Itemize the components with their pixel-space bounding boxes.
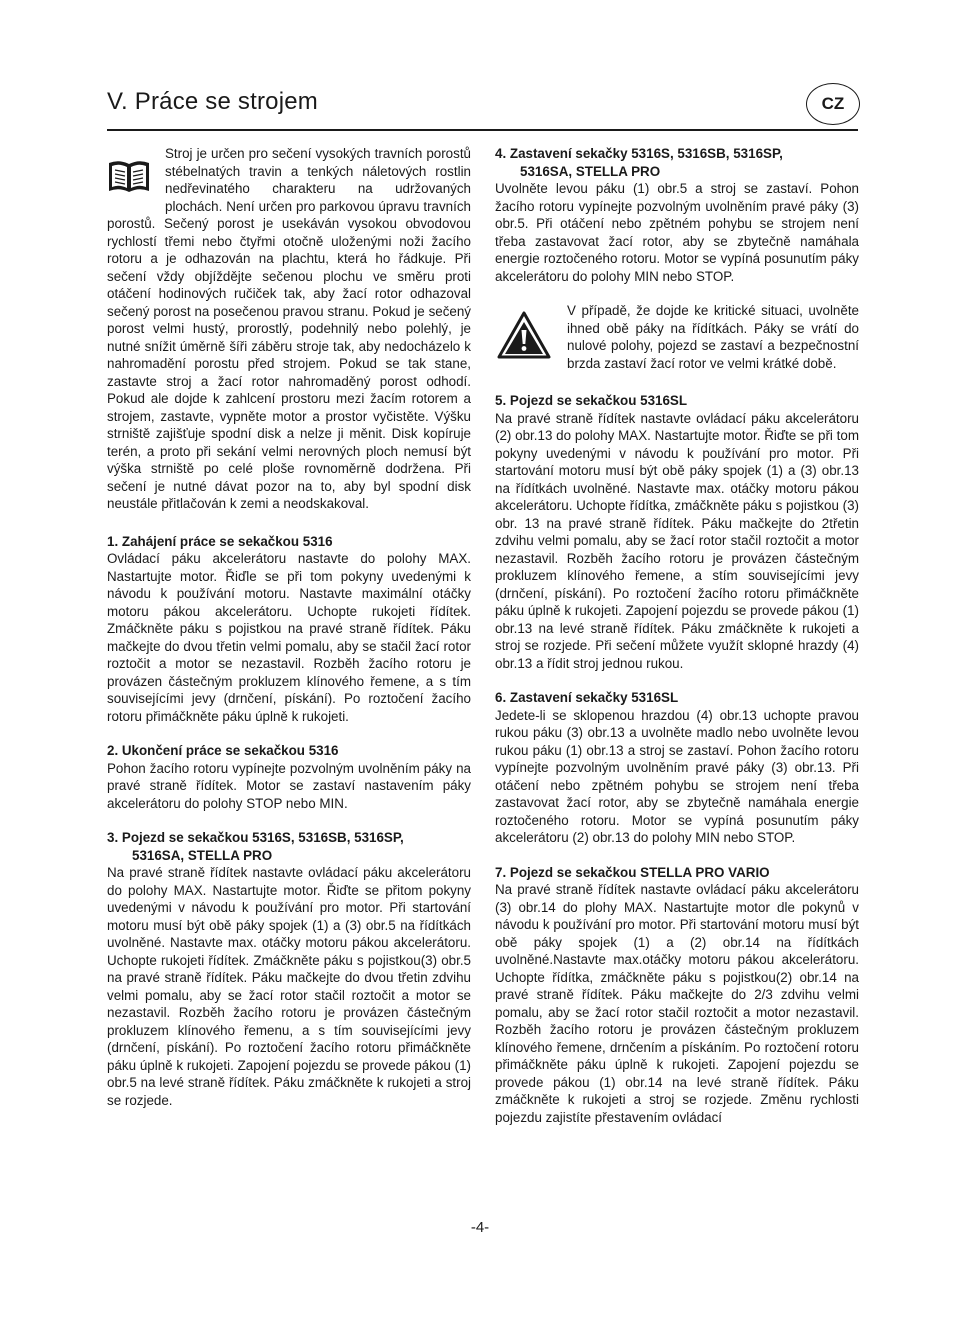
section-body: Na pravé straně řídítek nastavte ovládací páku akcelerátoru do polohy MAX. Nastartujte motor. Řiďte se přitom pokyny uvedenými v návodu k používání pro motor. Při startování motoru musí být obě páky spojek (1) a (3) obr.5 na řídítkách uvolněné. Nastavte max. otáčky motoru pákou akcelerátoru. Uchopte rukojeti řídítek. Zmáčkněte páku s pojistkou(3) obr.5 na pravé straně řídítek. Páku mačkejte do dvou třetin zdvihu velmi pomalu, aby se žací rotor stačil roztočit a motor se nezastavil. Rozběh žacího rotoru je provázen částečným prokluzem klínového řemenu, a s tím souvisejícími jevy (drnčení, pískání). Po roztočení žacího rotoru přimáčkněte páku úplně k rukojeti. Zapojení pojezdu se provede pákou (1) obr.5 na levé straně řídítek. Páku zmáčkněte k rukojeti a stroj se rozjede. (107, 865, 471, 1108)
section-7 (495, 864, 859, 1127)
section-title: 1. Zahájení práce se sekačkou 5316 (107, 533, 333, 549)
left-column (107, 145, 471, 1109)
language-badge: CZ (806, 83, 860, 125)
page-title: V. Práce se strojem (107, 88, 318, 115)
warning-block (495, 302, 859, 372)
section-body: Uvolněte levou páku (1) obr.5 a stroj se zastaví. Pohon žacího rotoru vypínejte pozvolným uvolněním pravé páky (3) obr.5. Při otáčení nebo zpětném pohybu se strojem není třeba zastavovat žací rotor, aby se zbytečně namáhala energie roztočeného rotoru. Motor se vypíná posunutím páky akcelerátoru do polohy MIN nebo STOP. (495, 181, 859, 284)
page-number: -4- (470, 1219, 490, 1236)
section-title: 4. Zastavení sekačky 5316S, 5316SB, 5316SP, (495, 146, 783, 161)
header-rule (107, 129, 858, 131)
warning-icon (497, 310, 551, 360)
section-body: Ovládací páku akcelerátoru nastavte do polohy MAX. Nastartujte motor. Řiďle se při tom pokyny uvedenými k návodu k používání motoru. Nastavte maximální otáčky motoru pákou akcelerátoru. Uchopte rukojeti řídítek. Zmáčkněte páku s pojistkou na pravé straně řídítek. Páku mačkejte do dvou třetin velmi pomalu, aby se stačil žací rotor roztočit a motor se nezastavil. Rozběh žacího rotoru je provázen částečným prokluzem klínového řemene, a s tím souvisejícími jevy (drnčení, pískání). Po roztočení žacího rotoru přimáčkněte páku úplně k rukojeti. (107, 551, 471, 724)
intro-text: Stroj je určen pro sečení vysokých travních porostů stébelnatých travin a tenkých náletových rostlin nedřevinatého charakteru na udržovaných plochách. Není určen pro parkovou úpravu travních porostů. Sečený porost je usekáván vysokou obvodovou rychlostí třemi nebo čtyřmi otočně uloženými noži žacího rotoru a je odhazován na plachtu, která ho řádkuje. Při sečení vždy objíždějte sečenou plochu ve směru proti otáčení hodinových ručiček tak, aby žací rotor odhazoval sečený porost na posečenou pravou stranu. Pokud je sečený porost velmi hustý, prorostlý, podehnilý nebo polehlý, je nutné snížit úměrně šíři záběru stroje tak, aby nedocházelo k nahromadění porostu před strojem. Pokud se tak stane, zastavte stroj a žací rotor nahromaděný porost odhodí. Pokud ale dojde k zahlcení prostoru mezi žacím rotorem a strojem, zastavte, vypněte motor a prostor vyčistěte. Výšku strniště zajišťuje spodní disk a nelze ji měnit. Disk kopíruje terén, a proto při sekání velmi nerovných ploch nemusí být výška strniště po celé ploše rovnoměrně dodržena. Při sečení je nutné dávat pozor na to, aby byl spodní disk neustále přitlačován k zemi a neodskakoval. (107, 146, 471, 511)
section-body: Pohon žacího rotoru vypínejte pozvolným uvolněním páky na pravé straně řídítek. Motor se zastaví nastavením páky akcelerátoru do polohy STOP nebo MIN. (107, 760, 471, 811)
right-column (495, 145, 859, 1126)
warning-text: V případě, že dojde ke kritické situaci, uvolněte ihned obě páky na řídítkách. Páky se vrátí do nulové polohy, pojezd se zastaví a bezpečnostní brzda zastaví žací rotor ve velmi krátké době. (567, 303, 859, 371)
section-title-continuation: 5316SA, STELLA PRO (132, 847, 273, 863)
section-4 (495, 145, 859, 285)
section-title: 7. Pojezd se sekačkou STELLA PRO VARIO (495, 864, 770, 880)
section-5 (495, 392, 859, 672)
section-title: 5. Pojezd se sekačkou 5316SL (495, 393, 688, 408)
book-icon (107, 157, 151, 197)
section-2 (107, 742, 471, 812)
section-1 (107, 533, 471, 726)
section-body: Na pravé straně řídítek nastavte ovládací páku akcelerátoru (3) obr.14 do plohy MAX. Nastartujte motor dle pokynů v návodu k používání pro motor. Při startování motoru musí být obě páky spojek (1) a (2) obr.14 na řídítkách uvolněné.Nastavte max.otáčky motoru pákou akcelerátoru. Uchopte řídítka, zmáčkněte páku s pojistkou(2) obr.14 na pravé straně řídítek. Páku mačkejte do 2/3 zdvihu velmi pomalu, aby se žací rotor stačil roztočit a motor nezastavil. Rozběh žacího rotoru je provázen částečným prokluzem klínového řemene, drnčením a pískáním. Po roztočení rotoru přimáčkněte páku úplně k rukojeti. Zapojení pojezdu se provede pákou (1) obr.14 na levé straně řídítek. Páku zmáčkněte k rukojeti a stroj se rozjede. Změnu rychlosti pojezdu zajistíte přestavením ovládací (495, 882, 859, 1125)
section-body: Na pravé straně řídítek nastavte ovládací páku akcelerátoru (2) obr.13 do polohy MAX. Nastartujte motor. Řiďte se při tom pokyny uvedenými v návodu k používání pro motor. Při startování motoru musí být obě páky spojek (1) a (3) obr.13 na řídítkách uvolněné. Nastavte max. otáčky motoru pákou akcelerátoru. Uchopte řídítka, zmáčkněte páku s pojistkou (3) obr. 13 na pravé straně řídítek. Páku mačkejte do 2třetin zdvihu velmi pomalu, aby se žací rotor stačil roztočit a motor nezastavil. Rozběh žacího rotoru je provázen částečným prokluzem klínového řemene, a stím souvisejícími jevy (drnčení, pískání). Po roztočení žacího rotoru přimáčkněte páku úplně k rukojeti. Zapojení pojezdu se provede pákou (1) obr.13 na levé straně řídítek. Páku zmáčkněte k rukojeti a stroj se rozjede. Při sečení můžete využít sklopné hrazdy (4) obr.13 a řídit stroj jednou rukou. (495, 410, 859, 671)
section-title-continuation: 5316SA, STELLA PRO (520, 163, 661, 179)
section-6 (495, 689, 859, 847)
section-title: 6. Zastavení sekačky 5316SL (495, 690, 679, 705)
section-body: Jedete-li se sklopenou hrazdou (4) obr.13 uchopte pravou rukou páku (3) obr.13 a uvolněte madlo nebo uvolněte levou rukou páku (1) obr.13 a stroj se zastaví. Pohon žacího rotoru vypínejte pozvolným uvolněním pravé páky (3) obr.13. Při otáčení nebo zpětném pohybu se strojem není třeba zastavovat žací rotor, aby se zbytečně namáhala energie roztočeného rotoru. Motor se vypíná posunutím páky akcelerátoru (2) obr.13 do polohy MIN nebo STOP. (495, 707, 859, 845)
section-title: 2. Ukončení práce se sekačkou 5316 (107, 743, 339, 758)
section-3 (107, 829, 471, 1109)
section-title: 3. Pojezd se sekačkou 5316S, 5316SB, 5316SP, (107, 830, 404, 845)
